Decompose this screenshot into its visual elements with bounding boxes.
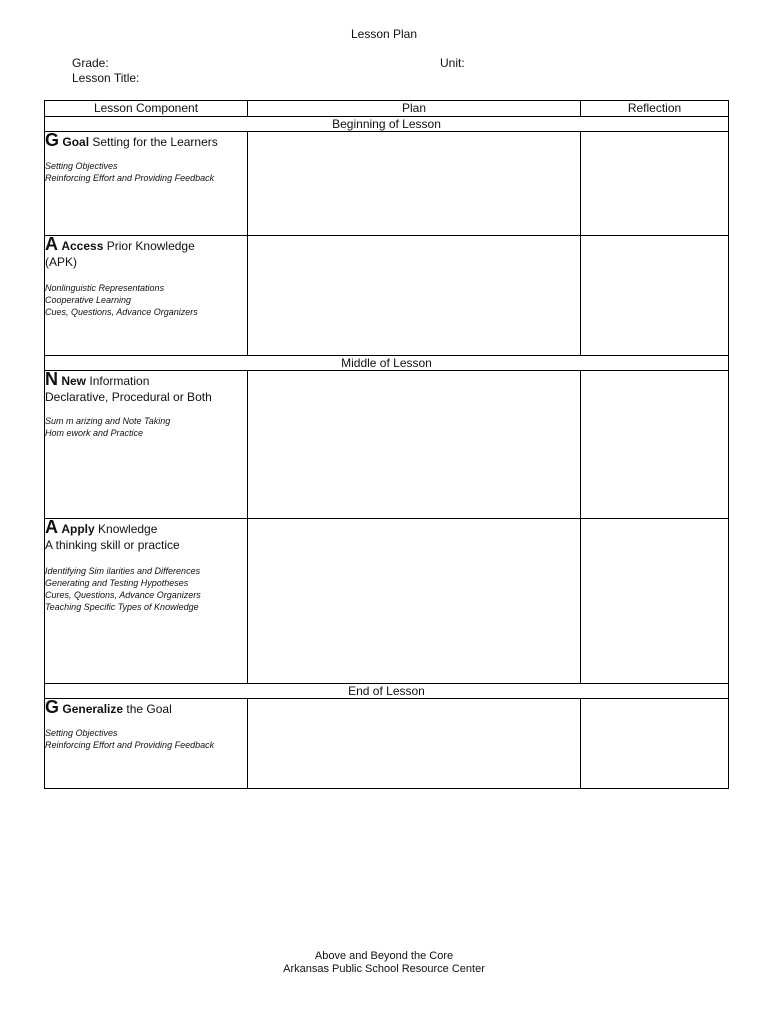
component-subtitle: (APK) xyxy=(45,255,78,269)
page-title: Lesson Plan xyxy=(350,27,418,41)
footer xyxy=(0,950,768,976)
component-letter: N xyxy=(45,369,58,389)
component-cell-access xyxy=(45,236,248,356)
component-letter: A xyxy=(45,517,58,537)
component-rest: Prior Knowledge xyxy=(103,239,195,253)
component-key: Access xyxy=(61,239,104,253)
section-row-middle xyxy=(45,356,729,371)
table-row xyxy=(45,132,729,236)
strategy-note: Reinforcing Effort and Providing Feedback xyxy=(45,740,215,750)
component-heading xyxy=(45,699,247,717)
component-key: Generalize xyxy=(62,702,124,716)
table-row xyxy=(45,519,729,684)
component-heading xyxy=(45,371,247,389)
column-header-lesson-component: Lesson Component xyxy=(45,101,248,117)
strategy-notes xyxy=(45,565,247,613)
grade-label: Grade: xyxy=(72,56,109,70)
section-row-beginning xyxy=(45,117,729,132)
component-rest: Setting for the Learners xyxy=(89,135,218,149)
component-cell-generalize xyxy=(45,699,248,789)
component-cell-new xyxy=(45,371,248,519)
strategy-notes xyxy=(45,160,247,184)
component-cell-apply xyxy=(45,519,248,684)
lesson-title-label: Lesson Title: xyxy=(72,71,140,85)
table-row xyxy=(45,699,729,789)
component-heading xyxy=(45,132,247,150)
lesson-plan-table xyxy=(44,100,729,789)
column-header-reflection: Reflection xyxy=(581,101,729,117)
strategy-note: Reinforcing Effort and Providing Feedback xyxy=(45,173,215,183)
strategy-note: Sum m arizing and Note Taking xyxy=(45,416,171,426)
strategy-notes xyxy=(45,282,247,318)
strategy-note: Cooperative Learning xyxy=(45,295,132,305)
unit-label: Unit: xyxy=(440,56,465,70)
component-letter: A xyxy=(45,234,58,254)
component-rest: Knowledge xyxy=(94,522,158,536)
plan-cell-generalize[interactable] xyxy=(248,699,581,789)
component-heading xyxy=(45,519,247,537)
strategy-note: Cures, Questions, Advance Organizers xyxy=(45,590,201,600)
reflection-cell-new[interactable] xyxy=(581,371,729,519)
plan-cell-new[interactable] xyxy=(248,371,581,519)
column-header-plan: Plan xyxy=(248,101,581,117)
reflection-cell-generalize[interactable] xyxy=(581,699,729,789)
section-label-end: End of Lesson xyxy=(45,684,729,699)
component-key: Apply xyxy=(61,522,95,536)
strategy-notes xyxy=(45,727,247,751)
strategy-note: Identifying Sim ilarities and Differences xyxy=(45,566,201,576)
strategy-note: Cues, Questions, Advance Organizers xyxy=(45,307,198,317)
component-cell-goal xyxy=(45,132,248,236)
component-key: New xyxy=(61,374,87,388)
footer-line-1: Above and Beyond the Core xyxy=(314,950,454,962)
component-subtitle: A thinking skill or practice xyxy=(45,538,180,552)
table-row xyxy=(45,236,729,356)
table-header-row xyxy=(45,101,729,117)
strategy-note: Nonlinguistic Representations xyxy=(45,283,165,293)
plan-cell-goal[interactable] xyxy=(248,132,581,236)
strategy-note: Setting Objectives xyxy=(45,161,118,171)
strategy-note: Setting Objectives xyxy=(45,728,118,738)
reflection-cell-goal[interactable] xyxy=(581,132,729,236)
component-letter: G xyxy=(45,130,60,150)
component-subtitle: Declarative, Procedural or Both xyxy=(45,390,212,404)
reflection-cell-access[interactable] xyxy=(581,236,729,356)
component-letter: G xyxy=(45,697,60,717)
table-row xyxy=(45,371,729,519)
component-heading xyxy=(45,236,247,254)
strategy-notes xyxy=(45,415,247,439)
strategy-note: Hom ework and Practice xyxy=(45,428,144,438)
plan-cell-apply[interactable] xyxy=(248,519,581,684)
plan-cell-access[interactable] xyxy=(248,236,581,356)
section-label-beginning: Beginning of Lesson xyxy=(45,117,729,132)
component-rest: the Goal xyxy=(123,702,172,716)
section-label-middle: Middle of Lesson xyxy=(45,356,729,371)
section-row-end xyxy=(45,684,729,699)
strategy-note: Generating and Testing Hypotheses xyxy=(45,578,189,588)
reflection-cell-apply[interactable] xyxy=(581,519,729,684)
component-rest: Information xyxy=(86,374,150,388)
component-key: Goal xyxy=(62,135,90,149)
strategy-note: Teaching Specific Types of Knowledge xyxy=(45,602,199,612)
footer-line-2: Arkansas Public School Resource Center xyxy=(283,963,485,975)
